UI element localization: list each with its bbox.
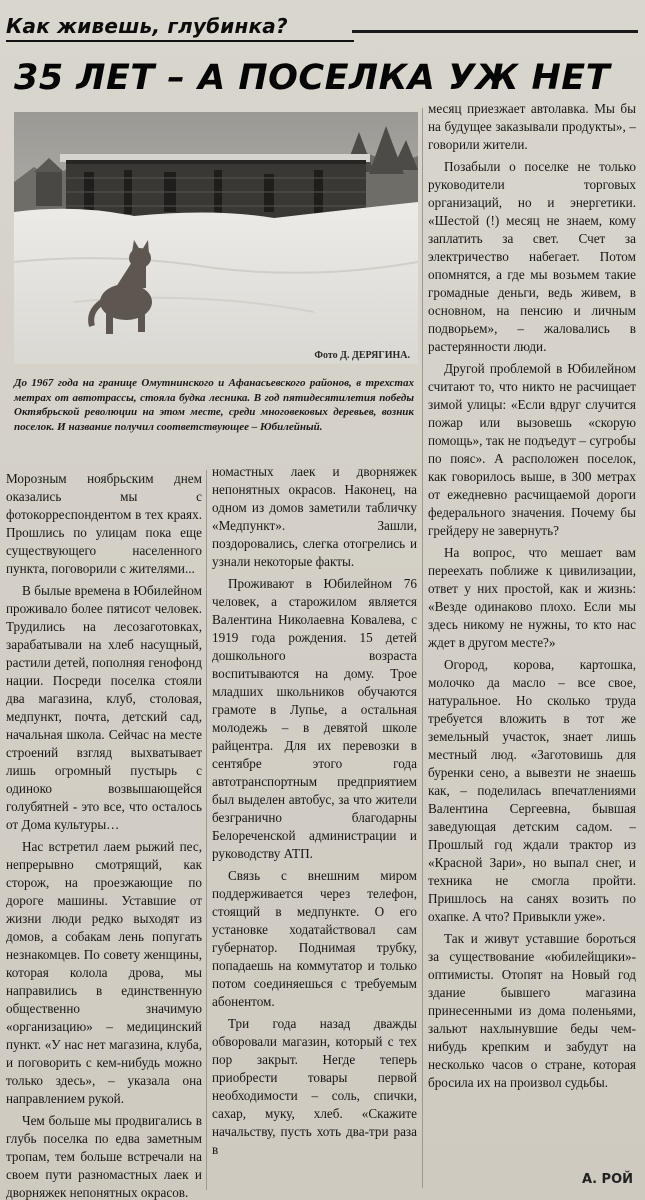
photo-credit: Фото Д. ДЕРЯГИНА. <box>314 350 410 361</box>
paragraph: Проживают в Юбилейном 76 человек, а старожилом является Валентина Николаевна Ковалева, с 1919 года рождения. 15 детей дошкольного возраста воспитываются на дому. Трое младших школьников обучаются грамоте в Лупье, а остальная молодежь – в девятой школе райцентра. Для их перевозки в сентябре этого года автотранспортным предприятием был выделен автобус, за что жители безгранично благодарны Белореченской администрации и руководству АТП. <box>212 576 417 861</box>
rubric-title: Как живешь, глубинка? <box>6 14 288 38</box>
paragraph: Нас встретил лаем рыжий пес, непрерывно смотрящий, как сторож, на проезжающие по дороге машины. Уставшие от жизни люди редко выходят из домов, а собакам лень попугать незнакомцев. По совету женщины, которая колола дрова, мы направились в единственную общественно значимую «организацию» – медицинский пункт. «У нас нет магазина, клуба, и поговорить с кем-нибудь можно только здесь», – указала она направлением рукой. <box>6 839 202 1106</box>
article-column-1 <box>6 470 202 1200</box>
article-column-3 <box>428 100 636 1092</box>
top-divider <box>352 30 638 33</box>
paragraph: Позабыли о поселке не только руководители торговых организаций, но и энергетики. «Шестой (!) месяц не знаем, кому заплатить за свет. Счет за электричество набегает. Потом опомнятся, а где мы возьмем такие громадные деньги, ведь живем, в основном, на пенсию и личным подворьем», – жаловались в растерянности люди. <box>428 159 636 354</box>
photo-caption: До 1967 года на границе Омутнинского и Афанасьевского районов, в трехстах метрах от автотрассы, стояла будка лесника. В год пятидесятилетия победы Октябрьской революции на этом месте, среди многовековых деревьев, возник поселок. И название получил соответствующее – Юбилейный. <box>14 377 414 433</box>
paragraph: номастных лаек и дворняжек непонятных окрасов. Наконец, на одном из домов заметили табличку «Медпункт». Зашли, поздоровались, слегка отогрелись и узнали некоторые факты. <box>212 464 417 569</box>
article-column-2 <box>212 463 417 1159</box>
article-photo <box>14 112 418 364</box>
paragraph: Три года назад дважды обворовали магазин, который с тех пор закрыт. Негде теперь приобрести товары первой необходимости – соль, спички, сахар, муку, хлеб. «Скажите начальству, пусть хоть два-три раза в <box>212 1016 417 1157</box>
paragraph: Другой проблемой в Юбилейном считают то, что никто не расчищает зимой улицы: «Если вдруг случится пожар или вызовешь «скорую помощь», так не подъедут – сугробы по пояс». А расположен поселок, как говорилось выше, в 300 метрах от ежедневно расчищаемой дороги федерального значения. Почему бы грейдеру не завернуть? <box>428 361 636 538</box>
headline: 35 ЛЕТ – А ПОСЕЛКА УЖ НЕТ <box>14 58 611 98</box>
column-divider <box>206 470 207 1190</box>
paragraph: На вопрос, что мешает вам переехать поближе к цивилизации, ответ у них простой, как и жизнь: «Везде одинаково плохо. Если мы здесь никому не нужны, то кто нас ждет в другом месте?» <box>428 545 636 650</box>
paragraph: В былые времена в Юбилейном проживало более пятисот человек. Трудились на лесозаготовках, зарабатывали на хлеб насущный, растили детей, пополняя генофонд нации. Посреди поселка стояли два магазина, клуб, столовая, медпункт, почта, детский сад, начальная школа. Сейчас на месте строений взгляд выхватывает лишь огромный пустырь с одиноко возвышающейся голубятней - это все, что осталось от Дома культуры… <box>6 583 202 832</box>
paragraph: Огород, корова, картошка, молочко да масло – все свое, натуральное. Но сколько труда требуется вложить в тот же земельный участок, знает лишь местный люд. «Заготовишь для буренки сено, а вывезти не знаешь как, – поделилась впечатлениями Валентина Сергеевна, бывшая заведующая детским садом. – Прошлый год ждали трактор из «Красной Зари», но выпал снег, и техника не смогла пройти. Пришлось на санях возить по охапке. А что? Привыкли уже». <box>428 657 636 924</box>
paragraph: Связь с внешним миром поддерживается через телефон, стоящий в медпункте. О его установке ходатайствовал сам губернатор. Поднимая трубку, попадаешь на коммутатор и только потом соединяешься с требуемым абонентом. <box>212 868 417 1009</box>
paragraph: Чем больше мы продвигались в глубь поселка по едва заметным тропам, тем больше встречали на своем пути разномастных лаек и дворняжек непонятных окрасов. <box>6 1113 202 1200</box>
paragraph: Так и живут уставшие бороться за существование «юбилейщики»-оптимисты. Отопят на Новый год здание бывшего магазина принесенными из дома поленьями, зальют нахлынувшие беды чем-нибудь крепким и забудут на несколько часов о стране, которая бросила их на произвол судьбы. <box>428 931 636 1090</box>
rubric-underline <box>6 40 354 42</box>
column-divider <box>422 108 423 1188</box>
author-signature: А. РОЙ <box>582 1172 633 1187</box>
paragraph: Морозным ноябрьским днем оказались мы с фотокорреспондентом в тех краях. Прошлись по улицам пока еще существующего населенного пункта, поговорили с жителями... <box>6 471 202 576</box>
snow-house-dog-photo <box>14 112 418 364</box>
paragraph: месяц приезжает автолавка. Мы бы на будущее заказывали продукты», – говорили жители. <box>428 101 636 152</box>
